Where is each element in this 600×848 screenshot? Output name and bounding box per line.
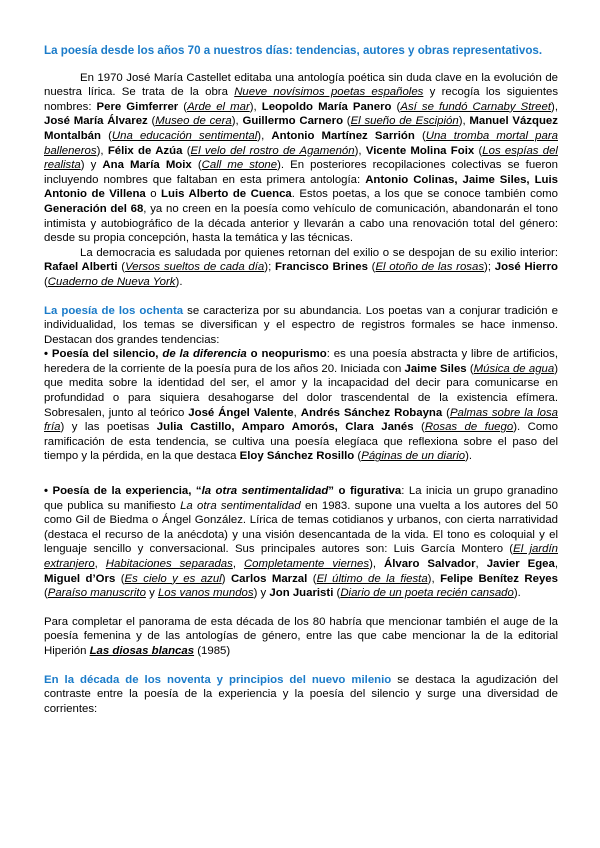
- paragraph-ochenta: La poesía de los ochenta se caracteriza por su abundancia. Los poetas van a conjurar tradición e individualidad, los temas se diversifican y el espectro de registros formales se hace inmenso. Destacan dos grandes tendencias:: [44, 304, 558, 346]
- author-name: Eloy Sánchez Rosillo: [239, 450, 355, 463]
- author-name: Jon Juaristi: [269, 587, 334, 600]
- section-heading: En la década de los noventa y principios del nuevo milenio: [44, 673, 392, 686]
- work-title: El último de la fiesta: [316, 572, 428, 585]
- author-name: Ana María Moix: [102, 159, 192, 172]
- work-title: Es cielo y es azul: [124, 572, 222, 585]
- work-title: Una educación sentimental: [111, 129, 258, 142]
- author-name: Miguel d’Ors: [44, 572, 116, 585]
- work-title: Rosas de fuego: [424, 421, 514, 434]
- author-name: José Hierro: [494, 261, 558, 274]
- author-name: Antonio Colinas, Jaime Siles, Luis Antonio de Villena: [44, 173, 558, 201]
- work-title: Habitaciones separadas: [105, 558, 233, 570]
- author-name: Félix de Azúa: [107, 144, 183, 157]
- paragraph-poesia-experiencia: • Poesía de la experiencia, “la otra sentimentalidad” o figurativa: La inicia un grupo granadino que publica su manifiesto La otra sentimentalidad en 1983. supone una vuelta a los autores del 50 como Gil de Biedma o Ángel González. Lírica de temas cotidianos y urbanos, con cierta narratividad (destaca el recurso de la anécdota) y una visión desencantada de la vida. El tono es coloquial y el lenguaje sencillo y conversacional. Sus principales autores son: Luis García Montero (El jardín extranjero, Habitaciones separadas, Completamente viernes), Álvaro Salvador, Javier Egea, Miguel d’Ors (Es cielo y es azul) Carlos Marzal (El último de la fiesta), Felipe Benítez Reyes (Paraíso manuscrito y Los vanos mundos) y Jon Juaristi (Diario de un poeta recién cansado).: [44, 485, 558, 600]
- author-name: Andrés Sánchez Robayna: [300, 406, 443, 419]
- author-name: Carlos Marzal: [230, 572, 308, 585]
- author-name: Felipe Benítez Reyes: [440, 572, 558, 585]
- author-name: José Ángel Valente: [188, 406, 294, 419]
- author-name: Pere Gimferrer: [96, 100, 179, 113]
- author-name: Vicente Molina Foix: [365, 144, 475, 157]
- work-title: Música de agua: [473, 362, 555, 375]
- page-title: La poesía desde los años 70 a nuestros días: tendencias, autores y obras representativos.: [44, 44, 543, 57]
- author-name: Leopoldo María Panero: [261, 100, 392, 113]
- work-title: Cuaderno de Nueva York: [47, 275, 176, 288]
- author-name: Luis Alberto de Cuenca: [161, 188, 292, 201]
- work-title: Paraíso manuscrito: [47, 587, 146, 600]
- paragraph-democracia: La democracia es saludada por quienes retornan del exilio o se despojan de su exilio interior: Rafael Alberti (Versos sueltos de cada día); Francisco Brines (El otoño de las rosas); José Hierro (Cuaderno de Nueva York).: [44, 246, 558, 288]
- section-heading: La poesía de los ochenta: [44, 304, 184, 317]
- document-page: [44, 44, 558, 716]
- author-name: Javier Egea: [486, 558, 555, 570]
- work-title: El otoño de las rosas: [375, 261, 485, 274]
- author-name: Francisco Brines: [274, 261, 368, 274]
- author-name: Jaime Siles: [404, 362, 467, 375]
- work-title: Las diosas blancas: [89, 644, 195, 657]
- paragraph-noventa: En la década de los noventa y principios del nuevo milenio se destaca la agudización del contraste entre la poesía de la experiencia y la poesía del silencio y surge una diversidad de corrientes:: [44, 673, 558, 715]
- generation-name: Generación del 68: [44, 202, 144, 215]
- work-title: El velo del rostro de Agamenón: [190, 144, 355, 157]
- work-title: Los vanos mundos: [157, 587, 254, 600]
- work-title: Una tromba mortal para balleneros: [44, 129, 558, 157]
- paragraph-poesia-silencio: • Poesía del silencio, de la diferencia o neopurismo: es una poesía abstracta y libre de artificios, heredera de la corriente de la poesía pura de los años 20. Iniciada con Jaime Siles (Música de agua) que medita sobre la identidad del ser, el amor y la incapacidad del decir para comunicarse en profundidad o para siquiera desahogarse del dolor trascendental de la existencia efímera. Sobresalen, junto al teórico José Ángel Valente, Andrés Sánchez Robayna (Palmas sobre la losa fría) y las poetisas Julia Castillo, Amparo Amorós, Clara Janés (Rosas de fuego). Como ramificación de esta tendencia, se cultiva una poesía elegíaca que reflexiona sobre el paso del tiempo y la pérdida, en la que destaca Eloy Sánchez Rosillo (Páginas de un diario).: [44, 348, 559, 463]
- work-title: Arde el mar: [187, 100, 250, 113]
- work-title: Palmas sobre la losa fría: [44, 406, 558, 434]
- work-title: Los espías del realista: [44, 144, 558, 172]
- author-name: Rafael Alberti: [44, 261, 118, 274]
- work-title: Páginas de un diario: [361, 450, 466, 463]
- author-name: Julia Castillo, Amparo Amorós, Clara Janés: [156, 421, 414, 434]
- author-name: José María Álvarez: [44, 115, 148, 128]
- work-title: El sueño de Escipión: [350, 115, 459, 128]
- manifesto-title: La otra sentimentalidad: [180, 499, 301, 512]
- work-title: Nueve novísimos poetas españoles: [234, 86, 424, 99]
- work-title: Museo de cera: [155, 115, 232, 128]
- work-title: Completamente viernes: [243, 558, 370, 570]
- work-title: El jardín extranjero: [44, 543, 558, 570]
- author-name: Manuel Vázquez Montalbán: [44, 115, 558, 142]
- author-name: Guillermo Carnero: [242, 115, 344, 128]
- work-title: Diario de un poeta recién cansado: [340, 587, 514, 600]
- paragraph-novisimos: En 1970 José María Castellet editaba una antología poética sin duda clave en la evolución de nuestra lírica. Se trata de la obra Nueve novísimos poetas españoles y recogía los siguientes nombres: Pere Gimferrer (Arde el mar), Leopoldo María Panero (Así se fundó Carnaby Street), José María Álvarez (Museo de cera), Guillermo Carnero (El sueño de Escipión), Manuel Vázquez Montalbán (Una educación sentimental), Antonio Martínez Sarrión (Una tromba mortal para balleneros), Félix de Azúa (El velo del rostro de Agamenón), Vicente Molina Foix (Los espías del realista) y Ana María Moix (Call me stone). En posteriores recopilaciones colectivas se fueron incluyendo nombres que faltaban en esta primera antología: Antonio Colinas, Jaime Siles, Luis Antonio de Villena o Luis Alberto de Cuenca. Estos poetas, a los que se conoce también como Generación del 68, ya no creen en la poesía como vehículo de comunicación, abandonarán el tono intimista y autobiográfico de la década anterior y llevarán a cabo una renovación total del género: desde su propia concepción, hasta la temática y las técnicas.: [44, 71, 559, 245]
- work-title: Así se fundó Carnaby Street: [400, 100, 552, 113]
- work-title: Call me stone: [201, 159, 278, 172]
- paragraph-panorama-80: Para completar el panorama de esta década de los 80 habría que mencionar también el auge de la poesía femenina y de las antologías de género, entre las que cabe mencionar la de la editorial Hiperión Las diosas blancas (1985): [44, 615, 558, 657]
- work-title: Versos sueltos de cada día: [125, 261, 265, 274]
- author-name: Antonio Martínez Sarrión: [271, 129, 415, 142]
- author-name: Álvaro Salvador: [384, 558, 476, 570]
